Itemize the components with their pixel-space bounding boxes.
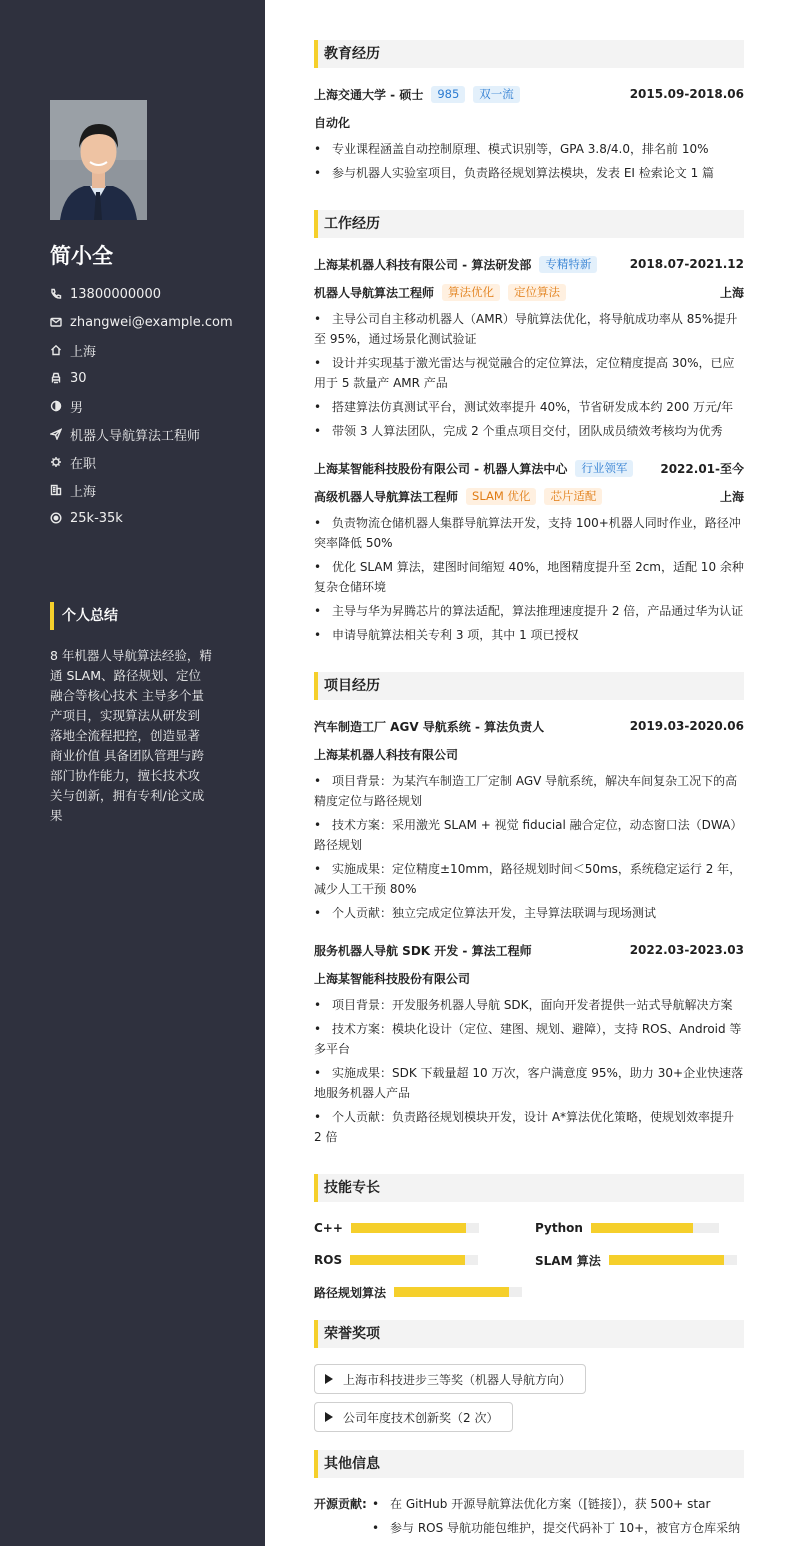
skill-bar-fill xyxy=(609,1255,724,1265)
company-name: 上海某机器人科技有限公司 - 算法研发部 xyxy=(314,257,532,272)
school-tag: 985 xyxy=(431,86,465,103)
gender-icon xyxy=(50,400,62,412)
position-tag: 芯片适配 xyxy=(544,488,602,505)
project-name: 服务机器人导航 SDK 开发 - 算法工程师 xyxy=(314,943,532,958)
list-item: • 设计并实现基于激光雷达与视觉融合的定位算法，定位精度提高 30%，已应用于 5 款量产 AMR 产品 xyxy=(314,353,744,393)
list-item: • 在 GitHub 开源导航算法优化方案（[链接]），获 500+ star xyxy=(372,1494,744,1514)
skill-item xyxy=(535,1218,719,1238)
building-icon xyxy=(50,484,62,496)
skill-item xyxy=(535,1250,737,1270)
job-header xyxy=(314,254,744,274)
list-item: • 主导与华为昇腾芯片的算法适配，算法推理速度提升 2 倍，产品通过华为认证 xyxy=(314,601,744,621)
position-tag: 定位算法 xyxy=(508,284,566,301)
list-item: • 实施成果：SDK 下载量超 10 万次，客户满意度 95%，助力 30+企业快速落地服务机器人产品 xyxy=(314,1063,744,1103)
list-item: • 技术方案：采用激光 SLAM + 视觉 fiducial 融合定位，动态窗口法（DWA）路径规划 xyxy=(314,815,744,855)
education-major-row xyxy=(314,112,744,132)
skill-name: ROS xyxy=(314,1253,343,1267)
position-tag: SLAM 优化 xyxy=(466,488,536,505)
list-item: • 技术方案：模块化设计（定位、建图、规划、避障），支持 ROS、Android 等多平台 xyxy=(314,1019,744,1059)
skill-bar xyxy=(591,1223,719,1233)
job-position-row xyxy=(314,282,744,302)
list-item: • 负责物流仓储机器人集群导航算法开发，支持 100+机器人同时作业，路径冲突率降低 50% xyxy=(314,513,744,553)
list-item: • 申请导航算法相关专利 3 项，其中 1 项已授权 xyxy=(314,625,744,645)
project-header xyxy=(314,716,744,736)
other-title: 其他信息 xyxy=(314,1450,744,1478)
list-item: • 参与机器人实验室项目，负责路径规划算法模块，发表 EI 检索论文 1 篇 xyxy=(314,163,744,183)
summary-text: 8 年机器人导航算法经验，精通 SLAM、路径规划、定位融合等核心技术 主导多个量产项目，实现算法从研发到落地全流程把控，创造显著商业价值 具备团队管理与跨部门协作能力，擅长技术攻关与创新，拥有专利/论文成果 xyxy=(50,648,212,823)
project-org: 上海某智能科技股份有限公司 xyxy=(314,971,471,986)
other-label: 开源贡献: xyxy=(314,1497,367,1511)
project-bullets xyxy=(314,771,744,927)
school-tag: 双一流 xyxy=(473,86,520,103)
list-item: • 个人贡献：负责路径规划模块开发，设计 A*算法优化策略，使规划效率提升 2 倍 xyxy=(314,1107,744,1147)
contact-value: 在职 xyxy=(70,456,97,472)
skill-bar xyxy=(609,1255,737,1265)
status-icon xyxy=(50,456,62,468)
job-bullets xyxy=(314,309,744,445)
contact-value: 30 xyxy=(70,370,87,386)
list-item: • 优化 SLAM 算法，建图时间缩短 40%，地图精度提升至 2cm，适配 10 余种复杂仓储环境 xyxy=(314,557,744,597)
skill-name: 路径规划算法 xyxy=(314,1285,387,1300)
home-icon xyxy=(50,344,62,356)
projects-title: 项目经历 xyxy=(314,672,744,700)
contact-value: 上海 xyxy=(70,484,97,500)
contact-value: 上海 xyxy=(70,344,97,360)
award-label: 上海市科技进步三等奖（机器人导航方向） xyxy=(343,1372,572,1387)
job-city: 上海 xyxy=(719,489,744,504)
skill-item xyxy=(314,1282,522,1302)
project-org-row xyxy=(314,744,744,764)
candidate-name: 简小全 xyxy=(50,244,113,268)
list-item: • 搭建算法仿真测试平台，测试效率提升 40%，节省研发成本约 200 万元/年 xyxy=(314,397,744,417)
contact-phone xyxy=(50,280,233,308)
list-item: • 主导公司自主移动机器人（AMR）导航算法优化，将导航成功率从 85%提升至 95%，通过场景化测试验证 xyxy=(314,309,744,349)
phone-icon xyxy=(50,288,62,300)
skill-bar-fill xyxy=(591,1223,693,1233)
award-item[interactable] xyxy=(314,1364,586,1394)
skill-bar-fill xyxy=(350,1255,465,1265)
award-label: 公司年度技术创新奖（2 次） xyxy=(343,1410,499,1425)
skill-item xyxy=(314,1218,479,1238)
list-item: • 实施成果：定位精度±10mm，路径规划时间＜50ms，系统稳定运行 2 年，减少人工干预 80% xyxy=(314,859,744,899)
list-item: • 项目背景：开发服务机器人导航 SDK，面向开发者提供一站式导航解决方案 xyxy=(314,995,744,1015)
contact-age xyxy=(50,364,233,392)
list-item: • 专业课程涵盖自动控制原理、模式识别等，GPA 3.8/4.0，排名前 10% xyxy=(314,139,744,159)
job-header xyxy=(314,458,744,478)
awards-title: 荣誉奖项 xyxy=(314,1320,744,1348)
major: 自动化 xyxy=(314,115,351,130)
job-position: 高级机器人导航算法工程师 xyxy=(314,489,459,504)
list-item: • 参与 ROS 导航功能包维护，提交代码补丁 10+，被官方仓库采纳 xyxy=(372,1518,744,1538)
skills-title: 技能专长 xyxy=(314,1174,744,1202)
skill-name: Python xyxy=(535,1221,583,1235)
skill-name: C++ xyxy=(314,1221,343,1235)
contact-value: 25k-35k xyxy=(70,510,123,526)
work-title: 工作经历 xyxy=(314,210,744,238)
avatar xyxy=(50,100,147,220)
contact-value: 13800000000 xyxy=(70,286,161,302)
school-name: 上海交通大学 - 硕士 xyxy=(314,87,424,102)
skill-bar xyxy=(394,1287,522,1297)
job-date: 2018.07-2021.12 xyxy=(629,257,744,271)
sidebar xyxy=(0,0,265,1546)
award-item[interactable] xyxy=(314,1402,513,1432)
contact-location xyxy=(50,336,233,364)
project-date: 2019.03-2020.06 xyxy=(629,719,744,733)
project-name: 汽车制造工厂 AGV 导航系统 - 算法负责人 xyxy=(314,719,545,734)
skill-item xyxy=(314,1250,478,1270)
company-tag: 行业领军 xyxy=(575,460,633,477)
job-city: 上海 xyxy=(719,285,744,300)
education-date: 2015.09-2018.06 xyxy=(629,87,744,101)
contact-status xyxy=(50,448,233,476)
salary-icon xyxy=(50,512,62,524)
skill-bar-fill xyxy=(394,1287,509,1297)
company-name: 上海某智能科技股份有限公司 - 机器人算法中心 xyxy=(314,461,568,476)
job-bullets xyxy=(314,513,744,649)
position-tag: 算法优化 xyxy=(442,284,500,301)
list-item: • 个人贡献：独立完成定位算法开发，主导算法联调与现场测试 xyxy=(314,903,744,923)
age-icon xyxy=(50,372,62,384)
mail-icon xyxy=(50,316,62,328)
job-date: 2022.01-至今 xyxy=(660,461,744,476)
education-title: 教育经历 xyxy=(314,40,744,68)
contact-value: zhangwei@example.com xyxy=(70,314,233,330)
other-list xyxy=(372,1494,744,1542)
contact-salary xyxy=(50,504,233,532)
job-position-row xyxy=(314,486,744,506)
contact-gender xyxy=(50,392,233,420)
project-org: 上海某机器人科技有限公司 xyxy=(314,747,459,762)
job-position: 机器人导航算法工程师 xyxy=(314,285,435,300)
project-date: 2022.03-2023.03 xyxy=(629,943,744,957)
contact-value: 男 xyxy=(70,400,84,416)
contact-value: 机器人导航算法工程师 xyxy=(70,428,201,444)
send-icon xyxy=(50,428,62,440)
skill-bar-fill xyxy=(351,1223,466,1233)
education-bullets xyxy=(314,139,744,187)
expand-triangle-icon xyxy=(325,1374,333,1384)
contact-list xyxy=(50,280,233,532)
project-org-row xyxy=(314,968,744,988)
list-item: • 项目背景：为某汽车制造工厂定制 AGV 导航系统，解决车间复杂工况下的高精度定位与路径规划 xyxy=(314,771,744,811)
project-header xyxy=(314,940,744,960)
skill-name: SLAM 算法 xyxy=(535,1253,601,1268)
company-tag: 专精特新 xyxy=(539,256,597,273)
project-bullets xyxy=(314,995,744,1151)
contact-city xyxy=(50,476,233,504)
skill-bar xyxy=(351,1223,479,1233)
contact-email xyxy=(50,308,233,336)
skill-bar xyxy=(350,1255,478,1265)
contact-position xyxy=(50,420,233,448)
list-item: • 带领 3 人算法团队，完成 2 个重点项目交付，团队成员绩效考核均为优秀 xyxy=(314,421,744,441)
expand-triangle-icon xyxy=(325,1412,333,1422)
summary-title: 个人总结 xyxy=(50,602,118,630)
education-header xyxy=(314,84,744,104)
